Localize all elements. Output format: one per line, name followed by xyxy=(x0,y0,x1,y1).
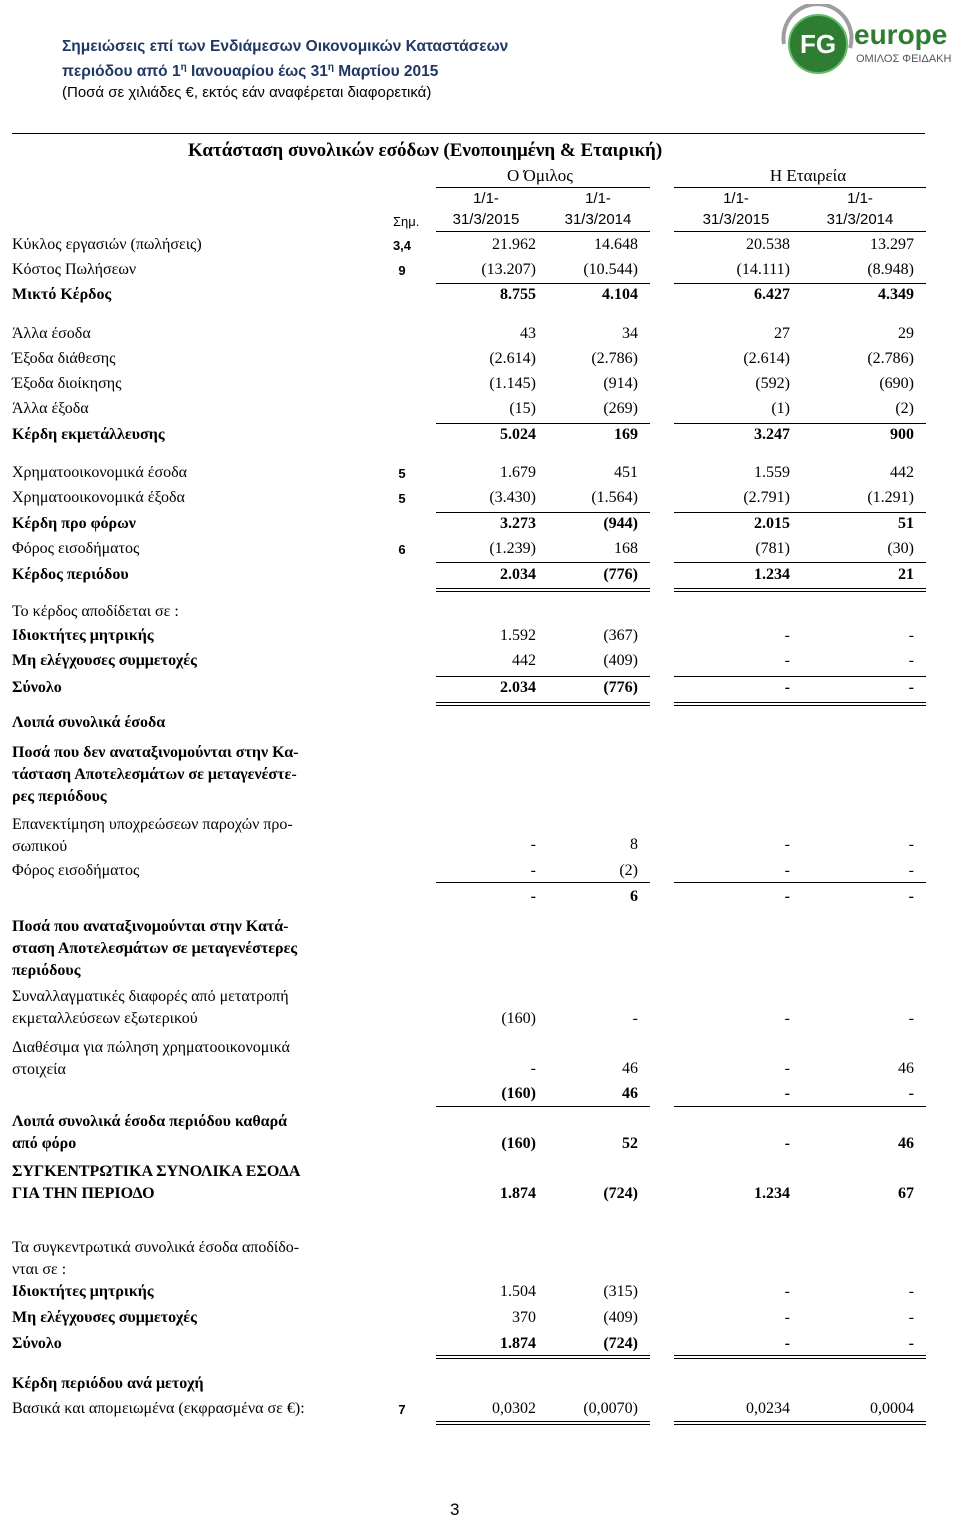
row-value: (690) xyxy=(879,375,914,392)
col-header-3: 1/1- 31/3/2015 xyxy=(702,190,770,228)
row-value: - xyxy=(908,862,914,879)
fx-values: (160) - - - xyxy=(501,1010,914,1027)
double-rule xyxy=(674,588,926,592)
row-value: (1.145) xyxy=(489,375,536,392)
table-row xyxy=(0,625,960,649)
row-value: 6 xyxy=(630,888,638,905)
row-value: - xyxy=(908,652,914,669)
single-rule xyxy=(674,562,926,563)
row-label: Κέρδος περιόδου xyxy=(12,566,129,583)
row-value: (2.614) xyxy=(489,350,536,367)
table-row xyxy=(0,1333,960,1357)
table-row xyxy=(0,1281,960,1305)
reval-values: - 8 - - xyxy=(530,836,914,853)
row-label: Μη ελέγχουσες συμμετοχές xyxy=(12,1309,197,1326)
row-value: 168 xyxy=(614,540,638,557)
table-row xyxy=(0,601,960,625)
row-label: Φόρος εισοδήματος xyxy=(12,540,140,557)
row-value: (14.111) xyxy=(736,261,790,278)
row-label: Έξοδα διοίκησης xyxy=(12,375,122,392)
table-row xyxy=(0,677,960,701)
row-value: - xyxy=(784,888,790,905)
row-value: 451 xyxy=(614,464,638,481)
row-value: (2.786) xyxy=(867,350,914,367)
row-value: - xyxy=(784,1283,790,1300)
row-value: 8.755 xyxy=(500,286,536,303)
page-number: 3 xyxy=(450,1500,460,1519)
single-rule xyxy=(674,283,926,284)
row-note: 3,4 xyxy=(392,238,412,253)
row-value: - xyxy=(530,888,536,905)
svg-text:europe: europe xyxy=(854,19,948,50)
total-comprehensive-label: ΣΥΓΚΕΝΤΡΩΤΙΚΑ ΣΥΝΟΛΙΚΑ ΕΣΟΔΑ ΓΙΑ ΤΗΝ ΠΕΡΙΟΔΟ xyxy=(12,1163,301,1202)
table-row xyxy=(0,886,960,910)
row-value: (776) xyxy=(603,679,638,696)
row-value: - xyxy=(908,679,914,696)
company-header: Η Εταιρεία xyxy=(769,166,847,185)
row-value: 21 xyxy=(898,566,914,583)
row-note: 6 xyxy=(398,542,406,557)
row-value: (0,0070) xyxy=(583,1400,638,1417)
row-value: 1.592 xyxy=(500,627,536,644)
table-row xyxy=(0,462,960,486)
double-rule xyxy=(674,1421,926,1425)
row-value: (2) xyxy=(895,400,914,417)
single-rule xyxy=(436,1106,650,1107)
row-value: 1.559 xyxy=(754,464,790,481)
row-value: - xyxy=(784,679,790,696)
header-line-1: Σημειώσεις επί των Ενδιάμεσων Οικονομικών Καταστάσεων xyxy=(62,38,509,55)
single-rule xyxy=(436,283,650,284)
fx-label: Συναλλαγματικές διαφορές από μετατροπή εκμεταλλεύσεων εξωτερικού xyxy=(12,988,289,1027)
row-label: Άλλα έξοδα xyxy=(12,400,89,417)
row-note: 7 xyxy=(398,1402,406,1417)
group-header: Ο Όμιλος xyxy=(507,166,573,185)
svg-text:FG: FG xyxy=(799,29,837,59)
col-header-2: 1/1- 31/3/2014 xyxy=(564,190,632,228)
row-value: - xyxy=(784,862,790,879)
table-row xyxy=(0,487,960,511)
row-value: 0,0302 xyxy=(492,1400,536,1417)
row-label: Έξοδα διάθεσης xyxy=(12,350,116,367)
row-value: - xyxy=(784,1335,790,1352)
table-row xyxy=(0,348,960,372)
double-rule xyxy=(436,702,650,706)
row-value: 900 xyxy=(890,426,914,443)
table-row xyxy=(0,860,960,884)
row-value: 51 xyxy=(898,515,914,532)
table-row xyxy=(0,538,960,562)
row-label: Μη ελέγχουσες συμμετοχές xyxy=(12,652,197,669)
table-row xyxy=(0,234,960,258)
row-value: 27 xyxy=(774,325,790,342)
row-label: Λοιπά συνολικά έσοδα xyxy=(12,714,166,731)
table-row xyxy=(0,1307,960,1331)
reclass-title: Ποσά που αναταξινομούνται στην Κατά- σταση Αποτελεσμάτων σε μεταγενέστερες περιόδους xyxy=(12,918,298,979)
afs-values: - 46 - 46 xyxy=(530,1060,914,1077)
double-rule xyxy=(436,1421,650,1425)
row-label: Κύκλος εργασιών (πωλήσεις) xyxy=(12,236,202,253)
row-value: - xyxy=(908,1335,914,1352)
row-value: (30) xyxy=(887,540,914,557)
top-rule xyxy=(12,133,925,134)
single-rule xyxy=(674,1106,926,1107)
page-header xyxy=(62,36,508,103)
svg-text:ΟΜΙΛΟΣ ΦΕΙΔΑΚΗ: ΟΜΙΛΟΣ ΦΕΙΔΑΚΗ xyxy=(856,53,952,65)
row-label: Κέρδη περιόδου ανά μετοχή xyxy=(12,1375,204,1392)
row-value: 2.034 xyxy=(500,566,536,583)
table-row xyxy=(0,513,960,537)
single-rule xyxy=(674,676,926,677)
row-label: Ιδιοκτήτες μητρικής xyxy=(12,627,154,644)
row-note: 5 xyxy=(398,466,406,481)
table-row xyxy=(0,259,960,283)
oci-net-label: Λοιπά συνολικά έσοδα περιόδου καθαρά από φόρο xyxy=(12,1113,288,1152)
table-row xyxy=(0,650,960,674)
table-row xyxy=(0,712,960,736)
table-row xyxy=(0,284,960,308)
row-label: Μικτό Κέρδος xyxy=(12,286,112,303)
note-col-header: Σημ. xyxy=(393,214,420,229)
double-rule xyxy=(436,1355,650,1359)
single-rule xyxy=(436,882,650,883)
reval-label: Επανεκτίμηση υποχρεώσεων παροχών προ- σωπικού xyxy=(12,816,293,855)
row-value: 0,0004 xyxy=(870,1400,914,1417)
row-value: 1.874 xyxy=(500,1335,536,1352)
row-label: Χρηματοοικονομικά έξοδα xyxy=(12,489,185,506)
row-value: - xyxy=(908,1283,914,1300)
row-value: (1) xyxy=(771,400,790,417)
row-value: (592) xyxy=(755,375,790,392)
total-comprehensive-values: 1.874 (724) 1.234 67 xyxy=(500,1185,914,1202)
row-value: 3.273 xyxy=(500,515,536,532)
row-value: 1.234 xyxy=(754,566,790,583)
row-value: (2.791) xyxy=(743,489,790,506)
row-value: (944) xyxy=(603,515,638,532)
row-value: (1.564) xyxy=(591,489,638,506)
table-row xyxy=(0,424,960,448)
row-value: (1.291) xyxy=(867,489,914,506)
row-label: Βασικά και απομειωμένα (εκφρασμένα σε €): xyxy=(12,1400,305,1417)
row-label: Κόστος Πωλήσεων xyxy=(12,261,137,278)
row-label: Το κέρδος αποδίδεται σε : xyxy=(12,603,179,620)
row-value: 5.024 xyxy=(500,426,536,443)
row-label: Χρηματοοικονομικά έσοδα xyxy=(12,464,187,481)
row-label: Άλλα έσοδα xyxy=(12,325,91,342)
row-value: 370 xyxy=(512,1309,536,1326)
col-header-4: 1/1- 31/3/2014 xyxy=(826,190,894,228)
table-row xyxy=(0,323,960,347)
row-value: (2) xyxy=(619,862,638,879)
row-value: (2.786) xyxy=(591,350,638,367)
table-row xyxy=(0,564,960,588)
row-value: - xyxy=(784,627,790,644)
row-value: (367) xyxy=(603,627,638,644)
row-value: 21.962 xyxy=(492,236,536,253)
double-rule xyxy=(436,588,650,592)
single-rule xyxy=(674,423,926,424)
row-value: (15) xyxy=(509,400,536,417)
table-row xyxy=(0,1398,960,1422)
double-rule xyxy=(674,1355,926,1359)
row-value: 13.297 xyxy=(870,236,914,253)
row-value: 442 xyxy=(890,464,914,481)
row-label: Ιδιοκτήτες μητρικής xyxy=(12,1283,154,1300)
row-value: - xyxy=(784,1309,790,1326)
row-value: 2.015 xyxy=(754,515,790,532)
row-value: 169 xyxy=(614,426,638,443)
row-label: Κέρδη εκμετάλλευσης xyxy=(12,426,165,443)
row-value: - xyxy=(784,1085,790,1102)
row-value: 6.427 xyxy=(754,286,790,303)
row-value: - xyxy=(908,888,914,905)
header-rule-group xyxy=(436,231,650,232)
statement-title: Κατάσταση συνολικών εσόδων (Ενοποιημένη & Εταιρική) xyxy=(188,140,663,161)
row-value: (160) xyxy=(501,1085,536,1102)
row-value: 4.349 xyxy=(878,286,914,303)
row-value: 1.679 xyxy=(500,464,536,481)
row-note: 5 xyxy=(398,491,406,506)
row-value: 2.034 xyxy=(500,679,536,696)
table-row xyxy=(0,1373,960,1397)
single-rule xyxy=(436,676,650,677)
row-value: - xyxy=(908,1085,914,1102)
row-value: (409) xyxy=(603,1309,638,1326)
row-value: 20.538 xyxy=(746,236,790,253)
row-value: 46 xyxy=(622,1085,638,1102)
row-label: Σύνολο xyxy=(12,1335,62,1352)
row-value: (914) xyxy=(603,375,638,392)
attr-label: Τα συγκεντρωτικά συνολικά έσοδα αποδίδο- νται σε : xyxy=(12,1239,300,1278)
row-value: (776) xyxy=(603,566,638,583)
single-rule xyxy=(674,882,926,883)
row-note: 9 xyxy=(398,263,406,278)
row-value: 43 xyxy=(520,325,536,342)
single-rule xyxy=(436,423,650,424)
row-value: - xyxy=(908,1309,914,1326)
row-value: - xyxy=(908,627,914,644)
row-label: Σύνολο xyxy=(12,679,62,696)
header-line-3: (Ποσά σε χιλιάδες €, εκτός εάν αναφέρεται διαφορετικά) xyxy=(62,84,432,102)
header-line-2: περιόδου από $1^\eta$ Ιανουαρίου έως $31^\eta$ Μαρτίου 2015 xyxy=(62,62,439,81)
row-value: 29 xyxy=(898,325,914,342)
row-value: - xyxy=(784,652,790,669)
row-value: (8.948) xyxy=(867,261,914,278)
row-value: (724) xyxy=(603,1335,638,1352)
table-row xyxy=(0,398,960,422)
row-value: 34 xyxy=(622,325,638,342)
row-value: 14.648 xyxy=(594,236,638,253)
row-value: (3.430) xyxy=(489,489,536,506)
row-value: (409) xyxy=(603,652,638,669)
row-value: (315) xyxy=(603,1283,638,1300)
nonreclass-title: Ποσά που δεν αναταξινομούνται στην Κα- τάσταση Αποτελεσμάτων σε μεταγενέστε- ρες περιόδους xyxy=(12,744,299,805)
row-label: Φόρος εισοδήματος xyxy=(12,862,140,879)
company-logo xyxy=(778,4,960,84)
row-value: (1.239) xyxy=(489,540,536,557)
row-value: (10.544) xyxy=(583,261,638,278)
table-row xyxy=(0,1083,960,1107)
row-label: Κέρδη προ φόρων xyxy=(12,515,136,532)
single-rule xyxy=(436,512,650,513)
row-value: 442 xyxy=(512,652,536,669)
row-value: (781) xyxy=(755,540,790,557)
row-value: - xyxy=(530,862,536,879)
single-rule xyxy=(674,512,926,513)
afs-label: Διαθέσιμα για πώληση χρηματοοικονομικά στοιχεία xyxy=(12,1039,290,1078)
header-rule-company xyxy=(674,231,926,232)
row-value: (2.614) xyxy=(743,350,790,367)
double-rule xyxy=(674,702,926,706)
oci-net-values: (160) 52 - 46 xyxy=(501,1135,914,1152)
row-value: 0,0234 xyxy=(746,1400,790,1417)
row-value: 1.504 xyxy=(500,1283,536,1300)
table-row xyxy=(0,373,960,397)
col-header-1: 1/1- 31/3/2015 xyxy=(452,190,520,228)
row-value: 3.247 xyxy=(754,426,790,443)
single-rule xyxy=(436,562,650,563)
row-value: 4.104 xyxy=(602,286,638,303)
row-value: (13.207) xyxy=(481,261,536,278)
row-value: (269) xyxy=(603,400,638,417)
